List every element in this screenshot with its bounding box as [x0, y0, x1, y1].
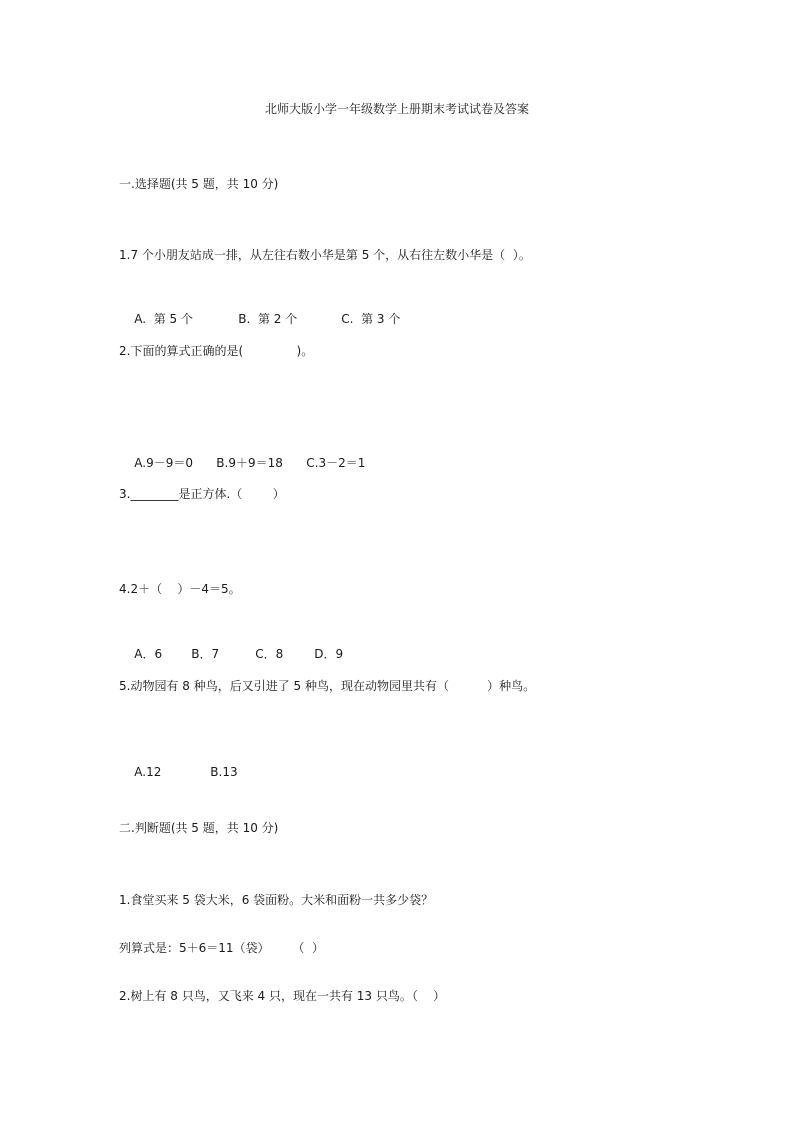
s1-q5-option-b: B.13 [210, 765, 238, 779]
s1-q4-option-a: A．6 [134, 647, 163, 661]
section1-heading: 一.选择题(共 5 题，共 10 分) [119, 177, 279, 191]
s1-q2-text: 2.下面的算式正确的是( )。 [119, 344, 314, 358]
s1-q5-options [119, 748, 238, 796]
s1-q1-options [119, 295, 400, 343]
s1-q2-option-c: C.3－2＝1 [306, 456, 366, 470]
s1-q1-option-c: C. 第 3 个 [341, 312, 401, 326]
s2-q1-text: 1.食堂买来 5 袋大米，6 袋面粉。大米和面粉一共多少袋？ [119, 893, 434, 907]
s1-q1-option-a: A. 第 5 个 [134, 312, 193, 326]
s1-q5-option-a: A.12 [134, 765, 162, 779]
section2-heading: 二.判断题(共 5 题，共 10 分) [119, 821, 279, 835]
s1-q4-option-b: B．7 [191, 647, 220, 661]
s1-q4-options [119, 630, 343, 678]
s1-q2-option-a: A.9－9＝0 [134, 456, 193, 470]
s1-q2-option-b: B.9＋9＝18 [216, 456, 283, 470]
s1-q3-text: 3.________是正方体.（ ） [119, 487, 285, 501]
s1-q5-text: 5.动物园有 8 种鸟，后又引进了 5 种鸟，现在动物园里共有（ ）种鸟。 [119, 679, 536, 693]
s1-q4-text: 4.2＋（ ）－4＝5。 [119, 582, 241, 596]
s1-q1-text: 1.7 个小朋友站成一排，从左往右数小华是第 5 个，从右往左数小华是（ ）。 [119, 248, 531, 262]
s1-q2-options [119, 439, 365, 487]
page-title: 北师大版小学一年级数学上册期末考试试卷及答案 [264, 102, 529, 116]
s1-q4-option-d: D．9 [314, 647, 344, 661]
s2-q2-text: 2.树上有 8 只鸟，又飞来 4 只，现在一共有 13 只鸟。（ ） [119, 989, 446, 1003]
s1-q4-option-c: C．8 [255, 647, 284, 661]
s1-q1-option-b: B. 第 2 个 [238, 312, 298, 326]
s2-q1-line2: 列算式是：5＋6＝11（袋） （ ） [119, 941, 325, 955]
